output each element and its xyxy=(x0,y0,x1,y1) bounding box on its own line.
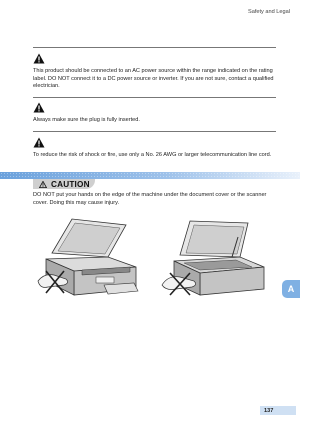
warning-text-3: To reduce the risk of shock or fire, use only a No. 26 AWG or larger telecommunication line cord. xyxy=(33,152,272,158)
divider xyxy=(33,47,276,48)
divider xyxy=(33,97,276,98)
appendix-tab-letter: A xyxy=(287,284,295,294)
running-header: Safety and Legal xyxy=(248,9,290,15)
caution-triangle-icon xyxy=(39,181,47,188)
appendix-tab xyxy=(282,280,300,298)
warning-triangle-icon xyxy=(33,102,45,113)
page-number-box xyxy=(260,406,296,415)
section-band-texture xyxy=(0,172,300,179)
warning-triangle-icon xyxy=(33,137,45,148)
warning-text-2: Always make sure the plug is fully inserted. xyxy=(33,117,140,123)
caution-label: CAUTION xyxy=(51,179,90,189)
machine-document-cover-illustration xyxy=(34,215,144,299)
caution-text: DO NOT put your hands on the edge of the machine under the document cover or the scanner cover. Doing this may cause injury. xyxy=(33,192,267,206)
page-number: 137 xyxy=(264,407,274,414)
caution-header xyxy=(33,179,95,189)
machine-scanner-cover-illustration xyxy=(160,215,270,299)
warning-text-1: This product should be connected to an AC power source within the range indicated on the rating label. DO NOT connect it to a DC power source or inverter. If you are not sure, contact a qualified electrician. xyxy=(33,68,274,89)
divider xyxy=(33,131,276,132)
warning-triangle-icon xyxy=(33,53,45,64)
